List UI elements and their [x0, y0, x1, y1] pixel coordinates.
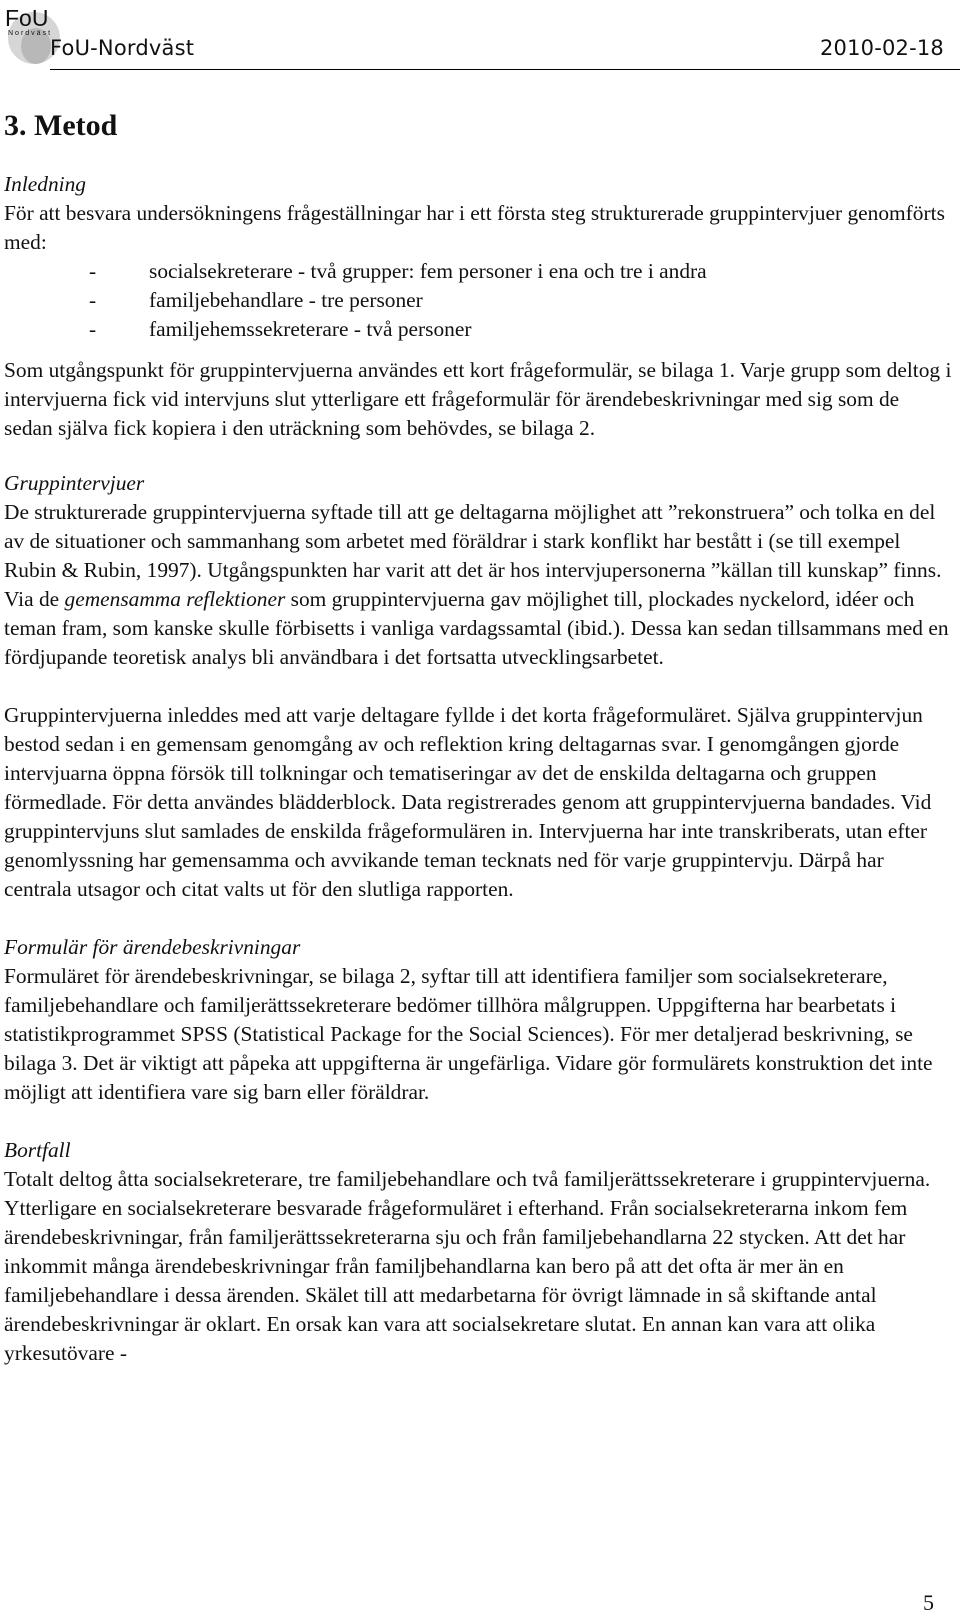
inledning-paragraph: Som utgångspunkt för gruppintervjuerna användes ett kort frågeformulär, se bilaga 1. Varje grupp som deltog i intervjuerna fick vid intervjuns slut ytterligare ett frågeformulär för ärendebeskrivningar med sig som de sedan själva fick kopiera i den uträckning som behövdes, se bilaga 2. [4, 358, 952, 440]
gruppintervjuer-paragraph-2: Gruppintervjuerna inleddes med att varje deltagare fyllde i det korta frågeformuläret. Själva gruppintervjun bestod sedan i en gemensam genomgång av och reflektion kring deltagarnas svar. I genomgången gjorde intervjuarna öppna försök till tolkningar och tematiseringar av det de enskilda deltagarna och gruppen förmedlade. För detta användes blädderblock. Data registrerades genom att gruppintervjuerna bandades. Vid gruppintervjuns slut samlades de enskilda frågeformulären in. Intervjuerna har inte transkriberats, utan efter genomlyssning har gemensamma och avvikande teman tecknats ned för varje gruppintervju. Därpå har centrala utsagor och citat valts ut för den slutliga rapporten. [4, 703, 932, 901]
document-body [4, 170, 952, 1368]
bortfall-paragraph: Totalt deltog åtta socialsekreterare, tre familjebehandlare och två familjerättssekreterare i gruppintervjuerna. Ytterligare en socialsekreterare besvarade frågeformuläret i efterhand. Från socialsekreterarna inkom fem ärendebeskrivningar, från familjerättssekreterarna sju och från familjebehandlarna 22 stycken. Att det har inkommit många ärendebeskrivningar från familjbehandlarna kan bero på att det ofta är mer än en familjebehandlare i dessa ärenden. Skälet till att medarbetarna för övrigt lämnade in så skiftande antal ärendebeskrivningar är oklart. En orsak kan vara att socialsekretare slutat. En annan kan vara att olika yrkesutövare - [4, 1167, 931, 1365]
list-dash: - [89, 288, 97, 312]
inledning-intro: För att besvara undersökningens frågeställningar har i ett första steg strukturerade gruppintervjuer genomförts med: [4, 201, 945, 254]
participant-list [4, 257, 952, 344]
header-date: 2010-02-18 [819, 36, 944, 60]
logo-subtext: Nordväst [8, 30, 53, 37]
heading-formular: Formulär för ärendebeskrivningar [4, 935, 301, 959]
heading-gruppintervjuer: Gruppintervjuer [4, 471, 145, 495]
list-item-text: familjebehandlare - tre personer [149, 288, 423, 312]
gruppintervjuer-paragraph-1 [4, 498, 952, 672]
list-item [4, 315, 952, 344]
list-item-text: socialsekreterare - två grupper: fem personer i ena och tre i andra [149, 259, 707, 283]
list-dash: - [89, 259, 97, 283]
page-header [0, 0, 960, 72]
page-number: 5 [923, 1590, 934, 1615]
header-divider [50, 69, 960, 70]
formular-paragraph: Formuläret för ärendebeskrivningar, se bilaga 2, syftar till att identifiera familjer som socialsekreterare, familjebehandlare och familjerättssekreterare bedömer tillhöra målgruppen. Uppgifterna har bearbetats i statistikprogrammet SPSS (Statistical Package for the Social Sciences). För mer detaljerad beskrivning, se bilaga 3. Det är viktigt att påpeka att uppgifterna är ungefärliga. Vidare gör formulärets konstruktion det inte möjligt att identifiera vare sig barn eller föräldrar. [4, 964, 933, 1104]
logo-text: FoU [5, 5, 49, 31]
paragraph-text: De strukturerade gruppintervjuerna syftade till att ge deltagarna möjlighet att ”rekonstruera” och tolka en del av de situationer och sammanhang som arbetet med föräldrar i stark konflikt har bestått i (se till exempel Rubin & Rubin, 1997). Utgångspunkten har varit att det är hos intervjupersonerna ”källan till kunskap” finns. Via de [4, 500, 942, 611]
header-organization: FoU-Nordväst [50, 36, 195, 60]
list-dash: - [89, 317, 97, 341]
list-item-text: familjehemssekreterare - två personer [149, 317, 472, 341]
heading-inledning: Inledning [4, 172, 86, 196]
emphasized-text: gemensamma reflektioner [64, 587, 286, 611]
list-item [4, 257, 952, 286]
list-item [4, 286, 952, 315]
paragraph-text: som gruppintervjuerna gav möjlighet till, plockades nyckelord, idéer och teman fram, som kanske skulle förbisetts i vanliga vardagssamtal (ibid.). Dessa kan sedan tillsammans med en fördjupande teoretisk analys bli användbara i det fortsatta utvecklingsarbetet. [4, 587, 949, 669]
section-title: 3. Metod [4, 109, 118, 142]
heading-bortfall: Bortfall [4, 1138, 71, 1162]
